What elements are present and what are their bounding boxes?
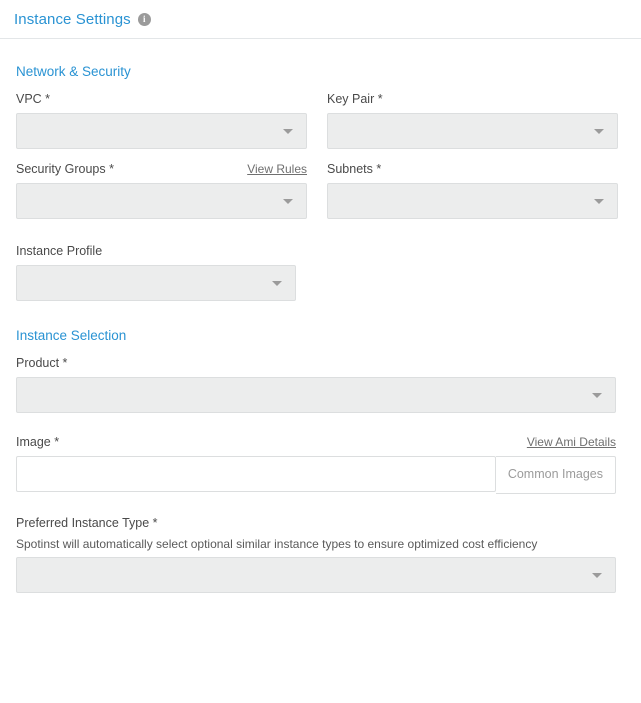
vpc-label: VPC * [16,92,51,106]
key-pair-label: Key Pair * [327,92,383,106]
subnets-label: Subnets * [327,162,382,176]
chevron-down-icon [594,199,604,204]
section-title-instance-selection: Instance Selection [16,328,127,343]
chevron-down-icon [592,573,602,578]
image-input-wrapper [16,456,496,494]
subnets-select-value [328,184,617,194]
image-label: Image * [16,435,60,449]
instance-profile-label: Instance Profile [16,244,103,258]
field-vpc [16,79,307,149]
info-icon[interactable]: i [138,13,151,26]
key-pair-select-value [328,114,617,124]
image-input-group [16,456,616,494]
field-image [16,435,625,494]
field-preferred-instance-type [16,516,625,593]
subnets-select[interactable] [327,183,618,219]
security-groups-label: Security Groups * [16,162,114,176]
field-instance-profile [16,219,296,301]
security-groups-select-value [17,184,306,194]
common-images-button[interactable]: Common Images [496,456,616,494]
security-groups-select[interactable] [16,183,307,219]
form-body [0,64,641,593]
row-vpc-keypair [16,79,625,149]
preferred-instance-type-select[interactable] [16,557,616,593]
view-rules-link[interactable]: View Rules [247,162,307,176]
instance-profile-select[interactable] [16,265,296,301]
view-ami-details-link[interactable]: View Ami Details [526,435,616,449]
image-input[interactable] [16,456,496,492]
product-label: Product * [16,356,68,370]
page-header [0,0,641,39]
key-pair-select[interactable] [327,113,618,149]
section-title-network-security: Network & Security [16,64,131,79]
page-title: Instance Settings [14,10,131,28]
preferred-instance-type-select-value [17,558,615,568]
chevron-down-icon [272,281,282,286]
chevron-down-icon [594,129,604,134]
chevron-down-icon [592,393,602,398]
field-subnets [327,149,618,219]
chevron-down-icon [283,199,293,204]
instance-profile-select-value [17,266,295,276]
row-instance-profile [16,219,625,301]
field-product [16,356,625,413]
chevron-down-icon [283,129,293,134]
vpc-select-value [17,114,306,124]
product-select[interactable] [16,377,616,413]
row-securitygroups-subnets [16,149,625,219]
vpc-select[interactable] [16,113,307,149]
product-select-value [17,378,615,388]
preferred-instance-type-label: Preferred Instance Type * [16,516,158,530]
preferred-instance-type-helper: Spotinst will automatically select optional similar instance types to ensure optimized cost efficiency [16,537,538,551]
field-key-pair [327,79,618,149]
field-security-groups [16,149,307,219]
